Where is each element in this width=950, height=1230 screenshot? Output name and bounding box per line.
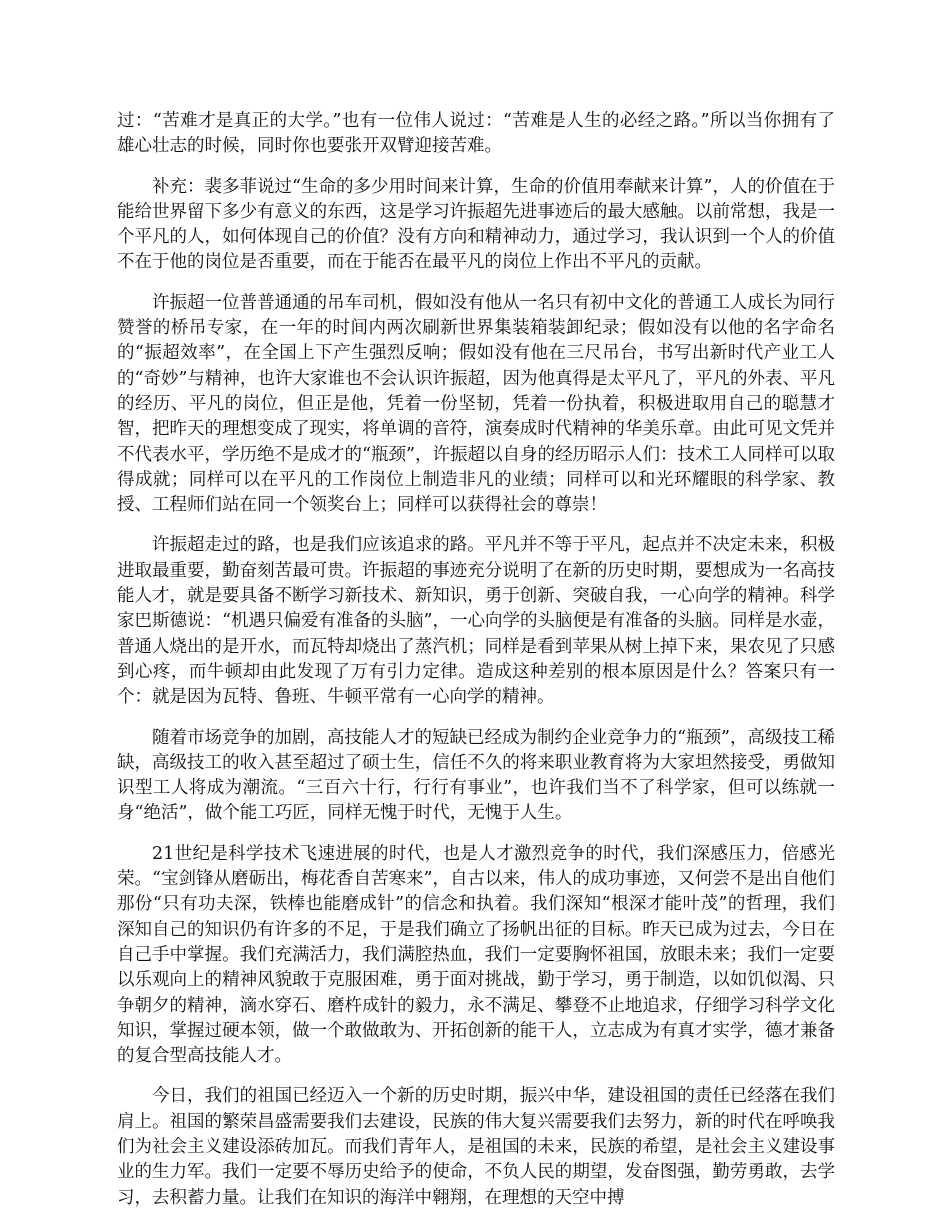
paragraph-5: 随着市场竞争的加剧，高技能人才的短缺已经成为制约企业竞争力的“瓶颈”，高级技工稀缺，高级技工的收入甚至超过了硕士生，信任不久的将来职业教育将为大家坦然接受，勇做知识型工人将成为潮流。“三百六十行，行行有事业”，也许我们当不了科学家，但可以练就一身“绝活”，做个能工巧匠，同样无愧于时代，无愧于人生。 (117, 727, 835, 824)
paragraph-2: 补充：裴多菲说过“生命的多少用时间来计算，生命的价值用奉献来计算”，人的价值在于能给世界留下多少有意义的东西，这是学习许振超先进事迹后的最大感触。以前常想，我是一个平凡的人，如何体现自己的价值？没有方向和精神动力，通过学习，我认识到一个人的价值不在于他的岗位是否重要，而在于能否在最平凡的岗位上作出不平凡的贡献。 (117, 176, 835, 273)
paragraph-4: 许振超走过的路，也是我们应该追求的路。平凡并不等于平凡，起点并不决定未来，积极进取最重要，勤奋刻苦最可贵。许振超的事迹充分说明了在新的历史时期，要想成为一名高技能人才，就是要具备不断学习新技术、新知识，勇于创新、突破自我，一心向学的精神。科学家巴斯德说：“机遇只偏爱有准备的头脑”，一心向学的头脑便是有准备的头脑。同样是水壶，普通人烧出的是开水，而瓦特却烧出了蒸汽机；同样是看到苹果从树上掉下来，果农见了只感到心疼，而牛顿却由此发现了万有引力定律。造成这种差别的根本原因是什么？答案只有一个：就是因为瓦特、鲁班、牛顿平常有一心向学的精神。 (117, 535, 835, 708)
paragraph-1: 过：“苦难才是真正的大学。”也有一位伟人说过：“苦难是人生的必经之路。”所以当你拥有了雄心壮志的时候，同时你也要张开双臂迎接苦难。 (117, 111, 835, 157)
document-body (117, 109, 835, 1226)
paragraph-3: 许振超一位普普通通的吊车司机，假如没有他从一名只有初中文化的普通工人成长为同行赞誉的桥吊专家，在一年的时间内两次刷新世界集装箱装卸纪录；假如没有以他的名字命名的“振超效率”，在全国上下产生强烈反响；假如没有他在三尺吊台，书写出新时代产业工人的“奇妙”与精神，也许大家谁也不会认识许振超，因为他真得是太平凡了，平凡的外表、平凡的经历、平凡的岗位，但正是他，凭着一份坚韧，凭着一份执着，积极进取用自己的聪慧才智，把昨天的理想变成了现实，将单调的音符，演奏成时代精神的华美乐章。由此可见文凭并不代表水平，学历绝不是成才的“瓶颈”，许振超以自身的经历昭示人们：技术工人同样可以取得成就；同样可以在平凡的工作岗位上制造非凡的业绩；同样可以和光环耀眼的科学家、教授、工程师们站在同一个领奖台上；同样可以获得社会的尊崇！ (117, 292, 835, 516)
paragraph-7: 今日，我们的祖国已经迈入一个新的历史时期，振兴中华，建设祖国的责任已经落在我们肩上。祖国的繁荣昌盛需要我们去建设，民族的伟大复兴需要我们去努力，新的时代在呼唤我们为社会主义建设添砖加瓦。而我们青年人，是祖国的未来，民族的希望，是社会主义建设事业的生力军。我们一定要不辱历史给予的使命，不负人民的期望，发奋图强，勤劳勇敢，去学习，去积蓄力量。让我们在知识的海洋中翱翔，在理想的天空中搏 (117, 1086, 835, 1208)
paragraph-6: 21世纪是科学技术飞速进展的时代，也是人才激烈竞争的时代，我们深感压力，倍感光荣。“宝剑锋从磨砺出，梅花香自苦寒来”，自古以来，伟人的成功事迹，又何尝不是出自他们那份“只有功夫深，铁棒也能磨成针”的信念和执着。我们深知“根深才能叶茂”的哲理，我们深知自己的知识仍有许多的不足，于是我们确立了扬帆出征的目标。昨天已成为过去，今日在自己手中掌握。我们充满活力，我们满腔热血，我们一定要胸怀祖国，放眼未来；我们一定要以乐观向上的精神风貌敢于克服困难，勇于面对挑战，勤于学习，勇于制造，以如饥似渴、只争朝夕的精神，滴水穿石、磨杵成针的毅力，永不满足、攀登不止地追求，仔细学习科学文化知识，掌握过硬本领，做一个敢做敢为、开拓创新的能干人，立志成为有真才实学，德才兼备的复合型高技能人才。 (117, 843, 835, 1067)
